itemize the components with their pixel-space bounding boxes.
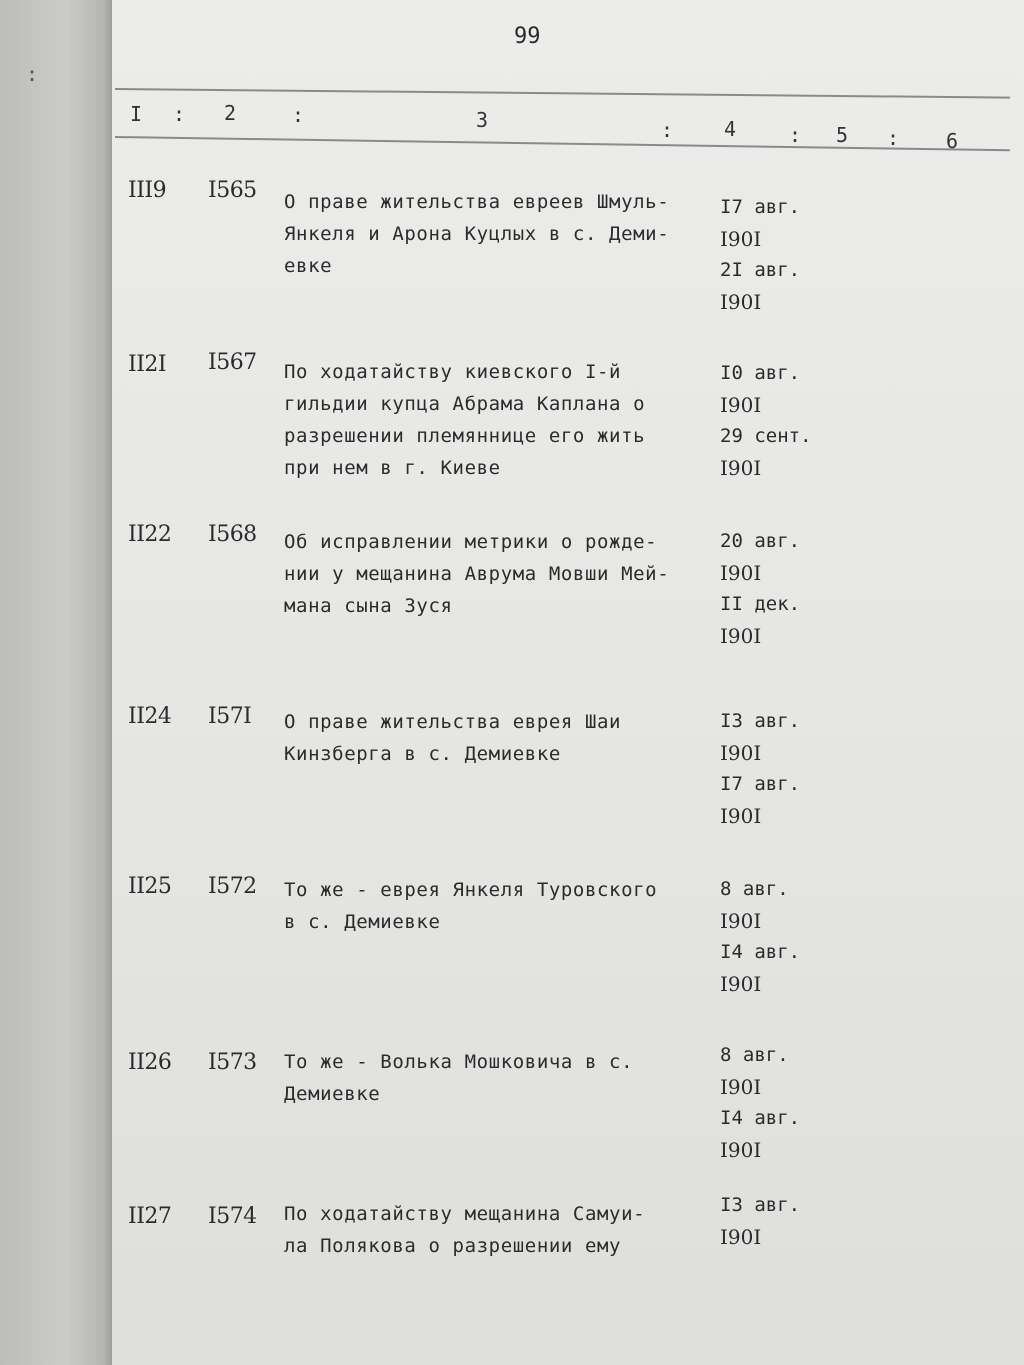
entry-number: II22 bbox=[128, 522, 172, 547]
description-line: То же - Волька Мошковича в с. bbox=[284, 1051, 634, 1073]
description-line: гильдии купца Абрама Каплана о bbox=[284, 393, 646, 415]
description-line: О праве жительства еврея Шаи bbox=[284, 711, 622, 733]
entry-inventory-number: I57I bbox=[208, 704, 252, 729]
date-line: I0 авг. bbox=[720, 362, 801, 384]
date-line: 8 авг. bbox=[720, 1044, 789, 1066]
entry-dates bbox=[720, 706, 800, 832]
date-line: I4 авг. bbox=[720, 941, 801, 963]
entry-dates bbox=[720, 1190, 800, 1253]
description-line: То же - еврея Янкеля Туровского bbox=[284, 879, 658, 901]
column-header-6: 6 bbox=[946, 129, 959, 153]
description-line: разрешении племяннице его жить bbox=[284, 425, 646, 447]
description-line: Демиевке bbox=[284, 1083, 381, 1105]
description-line: в с. Демиевке bbox=[284, 911, 441, 933]
entry-number: III9 bbox=[128, 178, 167, 203]
entry-number: II2I bbox=[128, 352, 167, 377]
description-line: мана сына Зуся bbox=[284, 595, 453, 617]
entry-description bbox=[284, 874, 714, 938]
date-line: I90I bbox=[720, 289, 762, 314]
column-header-1: I bbox=[130, 102, 143, 126]
entry-description bbox=[284, 186, 714, 282]
date-line: I7 авг. bbox=[720, 196, 801, 218]
date-line: I90I bbox=[720, 1074, 762, 1099]
date-line: I90I bbox=[720, 971, 762, 996]
date-line: 29 сент. bbox=[720, 425, 812, 447]
date-line: I90I bbox=[720, 1224, 762, 1249]
column-header-separator: : bbox=[292, 103, 305, 127]
description-line: при нем в г. Киеве bbox=[284, 457, 501, 479]
column-header-3: 3 bbox=[476, 108, 489, 132]
entry-inventory-number: I568 bbox=[208, 522, 257, 547]
description-line: ла Полякова о разрешении ему bbox=[284, 1235, 622, 1257]
entry-description bbox=[284, 1198, 714, 1262]
date-line: II дек. bbox=[720, 593, 801, 615]
column-header-separator: : bbox=[661, 118, 674, 142]
entry-number: II25 bbox=[128, 874, 172, 899]
date-line: I3 авг. bbox=[720, 1194, 801, 1216]
entry-inventory-number: I573 bbox=[208, 1050, 257, 1075]
date-line: I90I bbox=[720, 803, 762, 828]
date-line: I90I bbox=[720, 623, 762, 648]
description-line: По ходатайству киевского I-й bbox=[284, 361, 622, 383]
date-line: I90I bbox=[720, 226, 762, 251]
column-header-separator: : bbox=[173, 102, 186, 126]
entry-inventory-number: I567 bbox=[208, 350, 257, 375]
date-line: I90I bbox=[720, 392, 762, 417]
entry-description bbox=[284, 706, 714, 770]
entry-inventory-number: I572 bbox=[208, 874, 257, 899]
date-line: I90I bbox=[720, 740, 762, 765]
entry-dates bbox=[720, 874, 800, 1000]
entry-inventory-number: I565 bbox=[208, 178, 257, 203]
entry-dates bbox=[720, 1040, 800, 1166]
date-line: I90I bbox=[720, 908, 762, 933]
entry-number: II24 bbox=[128, 704, 172, 729]
entry-dates bbox=[720, 192, 800, 318]
description-line: евке bbox=[284, 255, 333, 277]
column-header-2: 2 bbox=[224, 101, 237, 125]
entry-dates bbox=[720, 526, 800, 652]
entry-dates bbox=[720, 358, 812, 484]
description-line: нии у мещанина Аврума Мовши Мей- bbox=[284, 563, 670, 585]
column-header-separator: : bbox=[789, 123, 802, 147]
date-line: I90I bbox=[720, 560, 762, 585]
date-line: I3 авг. bbox=[720, 710, 801, 732]
column-header-5: 5 bbox=[836, 123, 849, 147]
description-line: О праве жительства евреев Шмуль- bbox=[284, 191, 670, 213]
description-line: По ходатайству мещанина Самуи- bbox=[284, 1203, 646, 1225]
entry-description bbox=[284, 356, 714, 484]
entry-inventory-number: I574 bbox=[208, 1204, 257, 1229]
entry-number: II27 bbox=[128, 1204, 172, 1229]
date-line: I7 авг. bbox=[720, 773, 801, 795]
date-line: I90I bbox=[720, 1137, 762, 1162]
date-line: 20 авг. bbox=[720, 530, 801, 552]
description-line: Об исправлении метрики о рожде- bbox=[284, 531, 658, 553]
column-header-separator: : bbox=[887, 126, 900, 150]
description-line: Янкеля и Арона Куцлых в с. Деми- bbox=[284, 223, 670, 245]
binding-mark: : bbox=[26, 62, 39, 86]
description-line: Кинзберга в с. Демиевке bbox=[284, 743, 561, 765]
date-line: I90I bbox=[720, 455, 762, 480]
date-line: 2I авг. bbox=[720, 259, 801, 281]
entry-description bbox=[284, 1046, 714, 1110]
column-header-4: 4 bbox=[724, 117, 737, 141]
binding-shadow bbox=[0, 0, 112, 1365]
date-line: I4 авг. bbox=[720, 1107, 801, 1129]
entry-description bbox=[284, 526, 714, 622]
page-number: 99 bbox=[514, 24, 541, 49]
date-line: 8 авг. bbox=[720, 878, 789, 900]
entry-number: II26 bbox=[128, 1050, 172, 1075]
